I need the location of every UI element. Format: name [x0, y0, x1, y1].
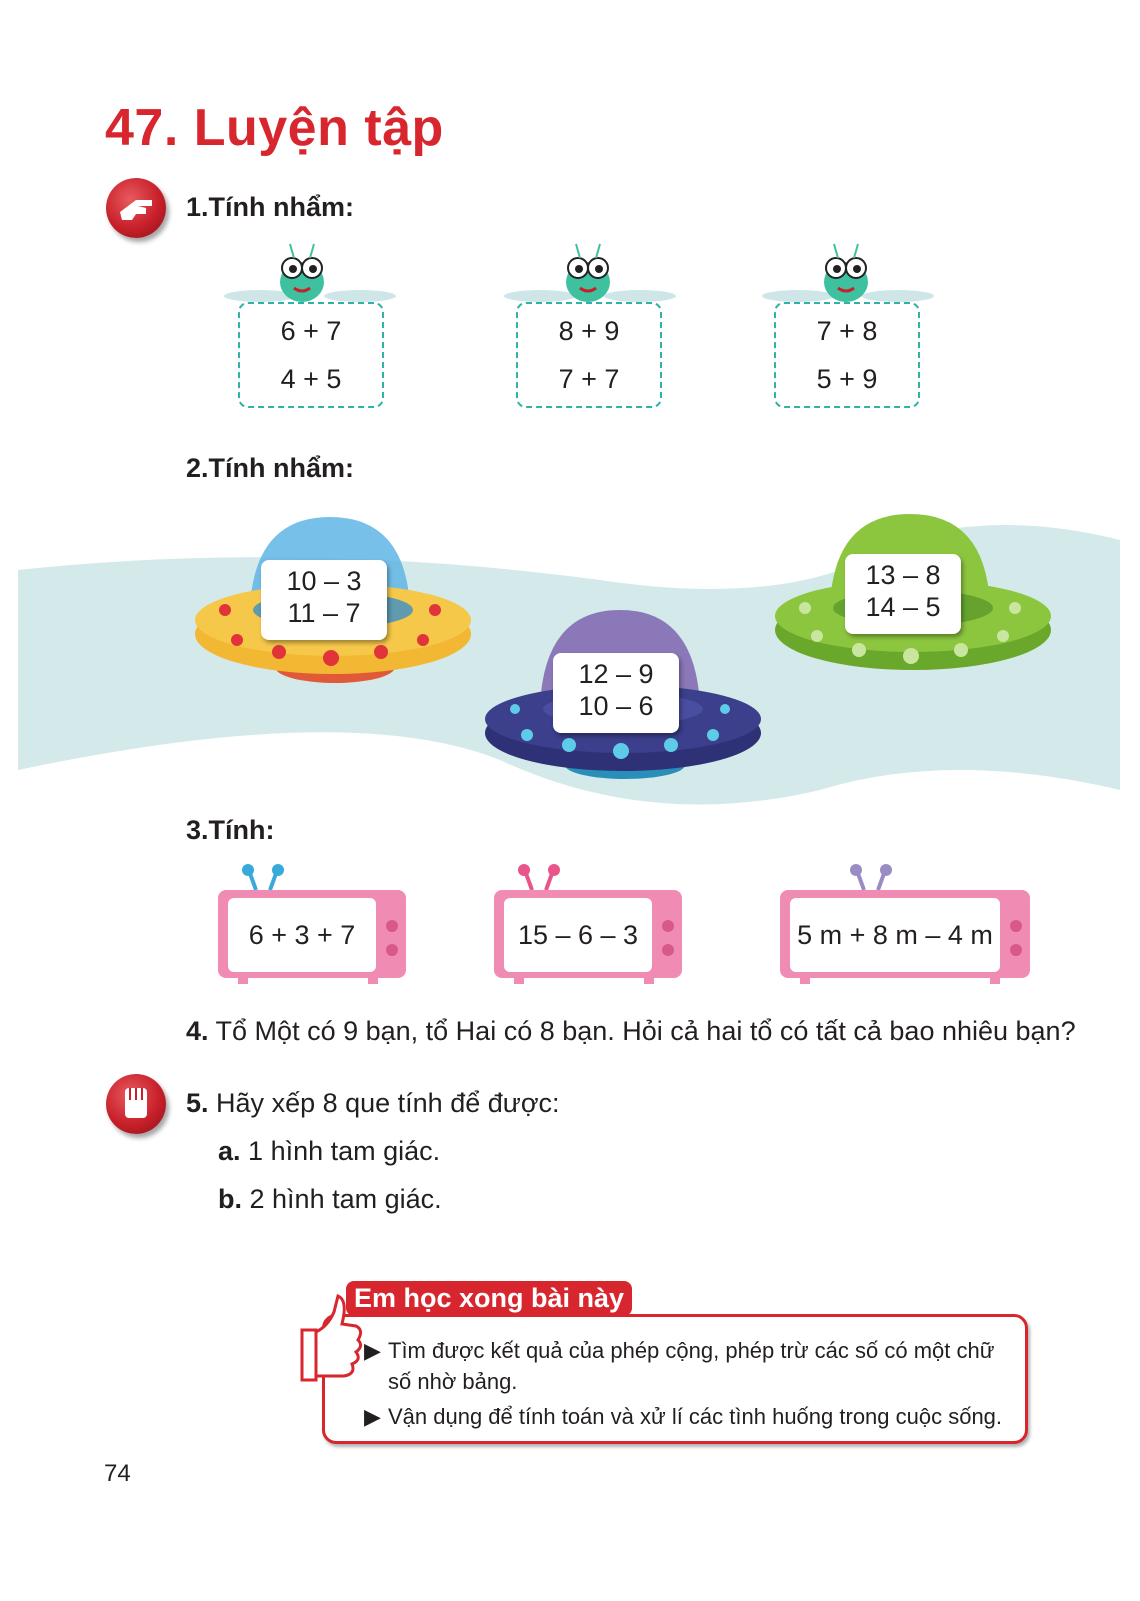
summary-heading: Em học xong bài này [346, 1281, 632, 1316]
q1-label: Tính nhẩm: [208, 192, 355, 222]
q4-text [186, 1016, 1076, 1047]
q4-number: 4. [186, 1016, 209, 1046]
q3-number: 3. [186, 815, 209, 845]
q3-heading [186, 815, 275, 846]
tv-1 [218, 862, 408, 986]
summary-item-1: ▶ Tìm được kết quả của phép cộng, phép trừ các số có một chữ số nhờ bảng. [364, 1336, 1014, 1398]
q5-b-text: 2 hình tam giác. [249, 1184, 442, 1214]
bug-mascot-icon [220, 240, 400, 310]
fist-icon [106, 1074, 166, 1134]
q5-instruction: Hãy xếp 8 que tính để được: [216, 1088, 560, 1118]
q2-number: 2. [186, 453, 209, 483]
q4-question: Tổ Một có 9 bạn, tổ Hai có 8 bạn. Hỏi cả hai tổ có tất cả bao nhiêu bạn? [215, 1016, 1076, 1046]
ufo-3-line2: 14 – 5 [865, 592, 941, 622]
q1-card-1 [238, 302, 384, 408]
ufo-1-line1: 10 – 3 [286, 566, 362, 596]
ufo-2 [485, 605, 765, 785]
q5-a-label: a. [218, 1136, 241, 1166]
q5-number: 5. [186, 1088, 209, 1118]
q2-label: Tính nhẩm: [208, 453, 355, 483]
q3-label: Tính: [208, 815, 275, 845]
q1-card-group-2 [500, 240, 680, 415]
q1-card-group-3 [758, 240, 938, 415]
ufo-2-line1: 12 – 9 [578, 659, 654, 689]
ufo-1-line2: 11 – 7 [287, 598, 361, 628]
page-number: 74 [104, 1460, 131, 1487]
q1-card-1-line1: 6 + 7 [280, 316, 342, 346]
q1-heading [186, 192, 354, 223]
q1-card-3-line1: 7 + 8 [816, 316, 878, 346]
bug-mascot-icon [500, 240, 680, 310]
q5-option-a [218, 1136, 440, 1167]
q1-card-group-1 [220, 240, 400, 415]
ufo-3-line1: 13 – 8 [865, 560, 941, 590]
summary-item-1-text: Tìm được kết quả của phép cộng, phép trừ các số có một chữ số nhờ bảng. [388, 1338, 995, 1394]
q1-card-1-line2: 4 + 5 [280, 364, 342, 394]
ufo-3-card [845, 554, 961, 634]
lesson-title: 47. Luyện tập [105, 99, 444, 157]
ufo-2-line2: 10 – 6 [578, 691, 654, 721]
q2-heading [186, 453, 354, 484]
q5-text [186, 1088, 560, 1119]
summary-item-2: ▶ Vận dụng để tính toán và xử lí các tình huống trong cuộc sống. [364, 1402, 1024, 1433]
q1-card-2-line1: 8 + 9 [558, 316, 620, 346]
tv-2-expr: 15 – 6 – 3 [517, 920, 639, 950]
q1-card-2-line2: 7 + 7 [558, 364, 620, 394]
tv-1-expr: 6 + 3 + 7 [248, 920, 356, 950]
q5-a-text: 1 hình tam giác. [248, 1136, 441, 1166]
tv-3 [780, 862, 1032, 986]
q5-option-b [218, 1184, 442, 1215]
bug-mascot-icon [758, 240, 938, 310]
ufo-1-card [261, 560, 387, 640]
thumbs-up-icon [298, 1290, 368, 1390]
ufo-2-card [553, 653, 679, 733]
ufo-1 [195, 512, 475, 692]
q1-number: 1. [186, 192, 209, 222]
q1-card-3-line2: 5 + 9 [816, 364, 878, 394]
summary-item-2-text: Vận dụng để tính toán và xử lí các tình huống trong cuộc sống. [388, 1404, 1003, 1429]
q1-card-3 [774, 302, 920, 408]
tv-2 [494, 862, 684, 986]
q5-b-label: b. [218, 1184, 242, 1214]
ufo-3 [775, 512, 1055, 692]
q1-card-2 [516, 302, 662, 408]
tv-3-expr: 5 m + 8 m – 4 m [797, 920, 993, 950]
hand-pointing-icon [106, 178, 166, 238]
